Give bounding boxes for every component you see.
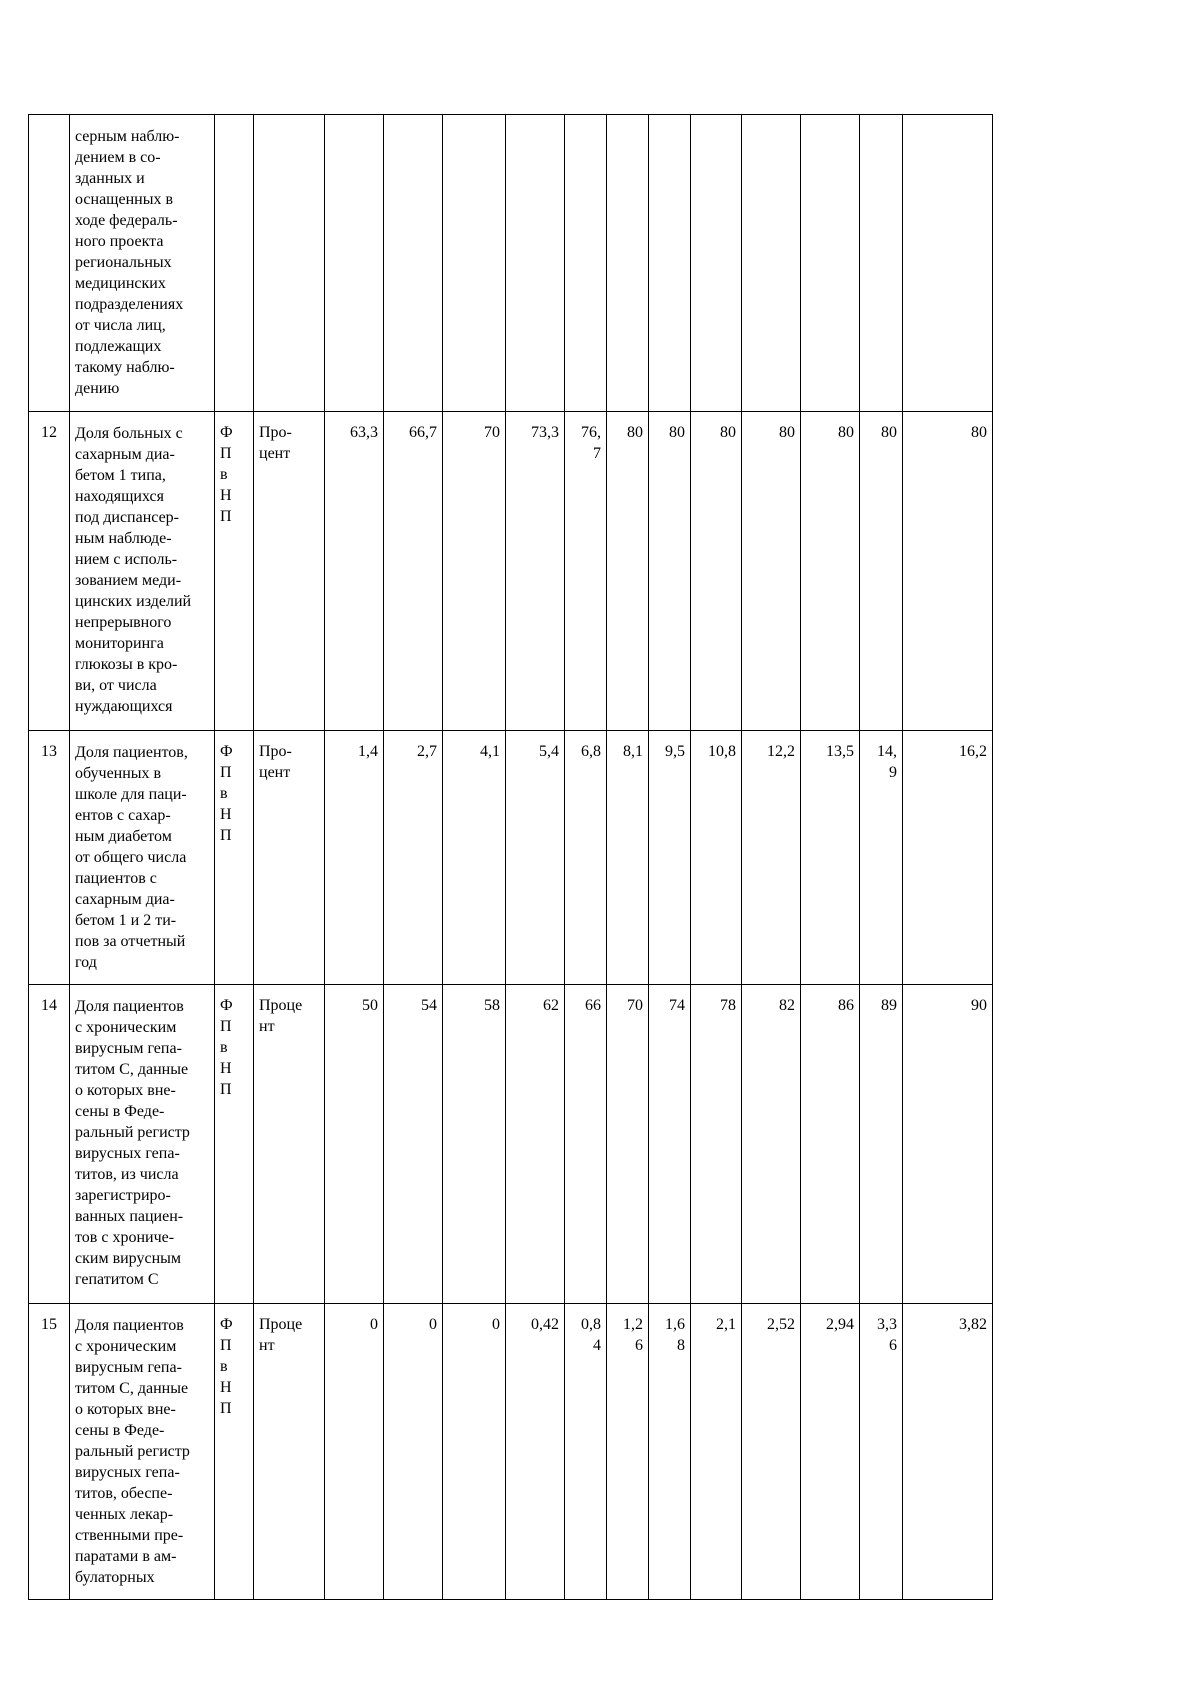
value-cell [649, 115, 691, 412]
value-cell: 80 [649, 412, 691, 731]
table-row [29, 115, 993, 412]
source-cell [215, 115, 254, 412]
value-cell: 80 [860, 412, 903, 731]
value-cell: 9,5 [649, 731, 691, 985]
indicators-table [28, 114, 993, 1600]
value-cell: 78 [691, 985, 742, 1304]
value-cell [860, 115, 903, 412]
value-cell [565, 115, 607, 412]
value-cell: 70 [607, 985, 649, 1304]
value-cell: 1,2 6 [607, 1304, 649, 1600]
row-index-cell: 15 [29, 1304, 70, 1600]
value-cell: 58 [443, 985, 506, 1304]
value-cell: 6,8 [565, 731, 607, 985]
value-cell: 90 [903, 985, 993, 1304]
value-cell: 16,2 [903, 731, 993, 985]
value-cell: 0,8 4 [565, 1304, 607, 1600]
value-cell: 80 [903, 412, 993, 731]
table-row [29, 1304, 993, 1600]
value-cell: 1,6 8 [649, 1304, 691, 1600]
source-cell: Ф П в Н П [215, 731, 254, 985]
value-cell [384, 115, 443, 412]
value-cell: 66 [565, 985, 607, 1304]
value-cell: 12,2 [742, 731, 801, 985]
value-cell: 62 [506, 985, 565, 1304]
value-cell: 80 [742, 412, 801, 731]
value-cell [801, 115, 860, 412]
value-cell: 89 [860, 985, 903, 1304]
value-cell: 13,5 [801, 731, 860, 985]
value-cell: 1,4 [325, 731, 384, 985]
value-cell: 73,3 [506, 412, 565, 731]
value-cell: 0 [384, 1304, 443, 1600]
table-row [29, 412, 993, 731]
row-index-cell: 14 [29, 985, 70, 1304]
value-cell: 5,4 [506, 731, 565, 985]
table-row [29, 985, 993, 1304]
value-cell [903, 115, 993, 412]
value-cell: 0 [443, 1304, 506, 1600]
unit-cell: Про- цент [254, 412, 325, 731]
value-cell: 2,1 [691, 1304, 742, 1600]
indicator-name-cell: Доля пациентов с хроническим вирусным гепа- титом С, данные о которых вне- сены в Феде- ральный регистр вирусных гепа- титов, из числа зарегистриро- ванных пациен- тов с хрониче- ским вирусным гепатитом С [70, 985, 215, 1304]
value-cell: 86 [801, 985, 860, 1304]
indicator-name-cell: Доля пациентов, обученных в школе для паци- ентов с сахар- ным диабетом от общего числа пациентов с сахарным диа- бетом 1 и 2 ти- пов за отчетный год [70, 731, 215, 985]
value-cell: 3,82 [903, 1304, 993, 1600]
unit-cell [254, 115, 325, 412]
value-cell: 2,52 [742, 1304, 801, 1600]
value-cell: 3,3 6 [860, 1304, 903, 1600]
table-body [29, 115, 993, 1600]
source-cell: Ф П в Н П [215, 412, 254, 731]
value-cell: 76, 7 [565, 412, 607, 731]
value-cell: 74 [649, 985, 691, 1304]
value-cell: 80 [691, 412, 742, 731]
value-cell: 63,3 [325, 412, 384, 731]
value-cell: 2,7 [384, 731, 443, 985]
row-index-cell [29, 115, 70, 412]
value-cell [691, 115, 742, 412]
value-cell [607, 115, 649, 412]
value-cell [325, 115, 384, 412]
row-index-cell: 12 [29, 412, 70, 731]
unit-cell: Проце нт [254, 985, 325, 1304]
unit-cell: Проце нт [254, 1304, 325, 1600]
value-cell [506, 115, 565, 412]
indicator-name-cell: Доля больных с сахарным диа- бетом 1 типа, находящихся под диспансер- ным наблюде- нием с исполь- зованием меди- цинских изделий непрерывного мониторинга глюкозы в кро- ви, от числа нуждающихся [70, 412, 215, 731]
value-cell: 14, 9 [860, 731, 903, 985]
value-cell: 66,7 [384, 412, 443, 731]
source-cell: Ф П в Н П [215, 1304, 254, 1600]
source-cell: Ф П в Н П [215, 985, 254, 1304]
value-cell [443, 115, 506, 412]
value-cell: 2,94 [801, 1304, 860, 1600]
indicator-name-cell: серным наблю- дением в со- зданных и оснащенных в ходе федераль- ного проекта региональных медицинских подразделениях от числа лиц, подлежащих такому наблю- дению [70, 115, 215, 412]
row-index-cell: 13 [29, 731, 70, 985]
value-cell: 70 [443, 412, 506, 731]
value-cell: 80 [607, 412, 649, 731]
value-cell: 8,1 [607, 731, 649, 985]
unit-cell: Про- цент [254, 731, 325, 985]
value-cell: 0,42 [506, 1304, 565, 1600]
indicator-name-cell: Доля пациентов с хроническим вирусным гепа- титом С, данные о которых вне- сены в Феде- ральный регистр вирусных гепа- титов, обеспе- ченных лекар- ственными пре- паратами в ам- булаторных [70, 1304, 215, 1600]
value-cell: 10,8 [691, 731, 742, 985]
value-cell: 54 [384, 985, 443, 1304]
value-cell [742, 115, 801, 412]
value-cell: 80 [801, 412, 860, 731]
value-cell: 82 [742, 985, 801, 1304]
value-cell: 4,1 [443, 731, 506, 985]
value-cell: 50 [325, 985, 384, 1304]
value-cell: 0 [325, 1304, 384, 1600]
table-row [29, 731, 993, 985]
